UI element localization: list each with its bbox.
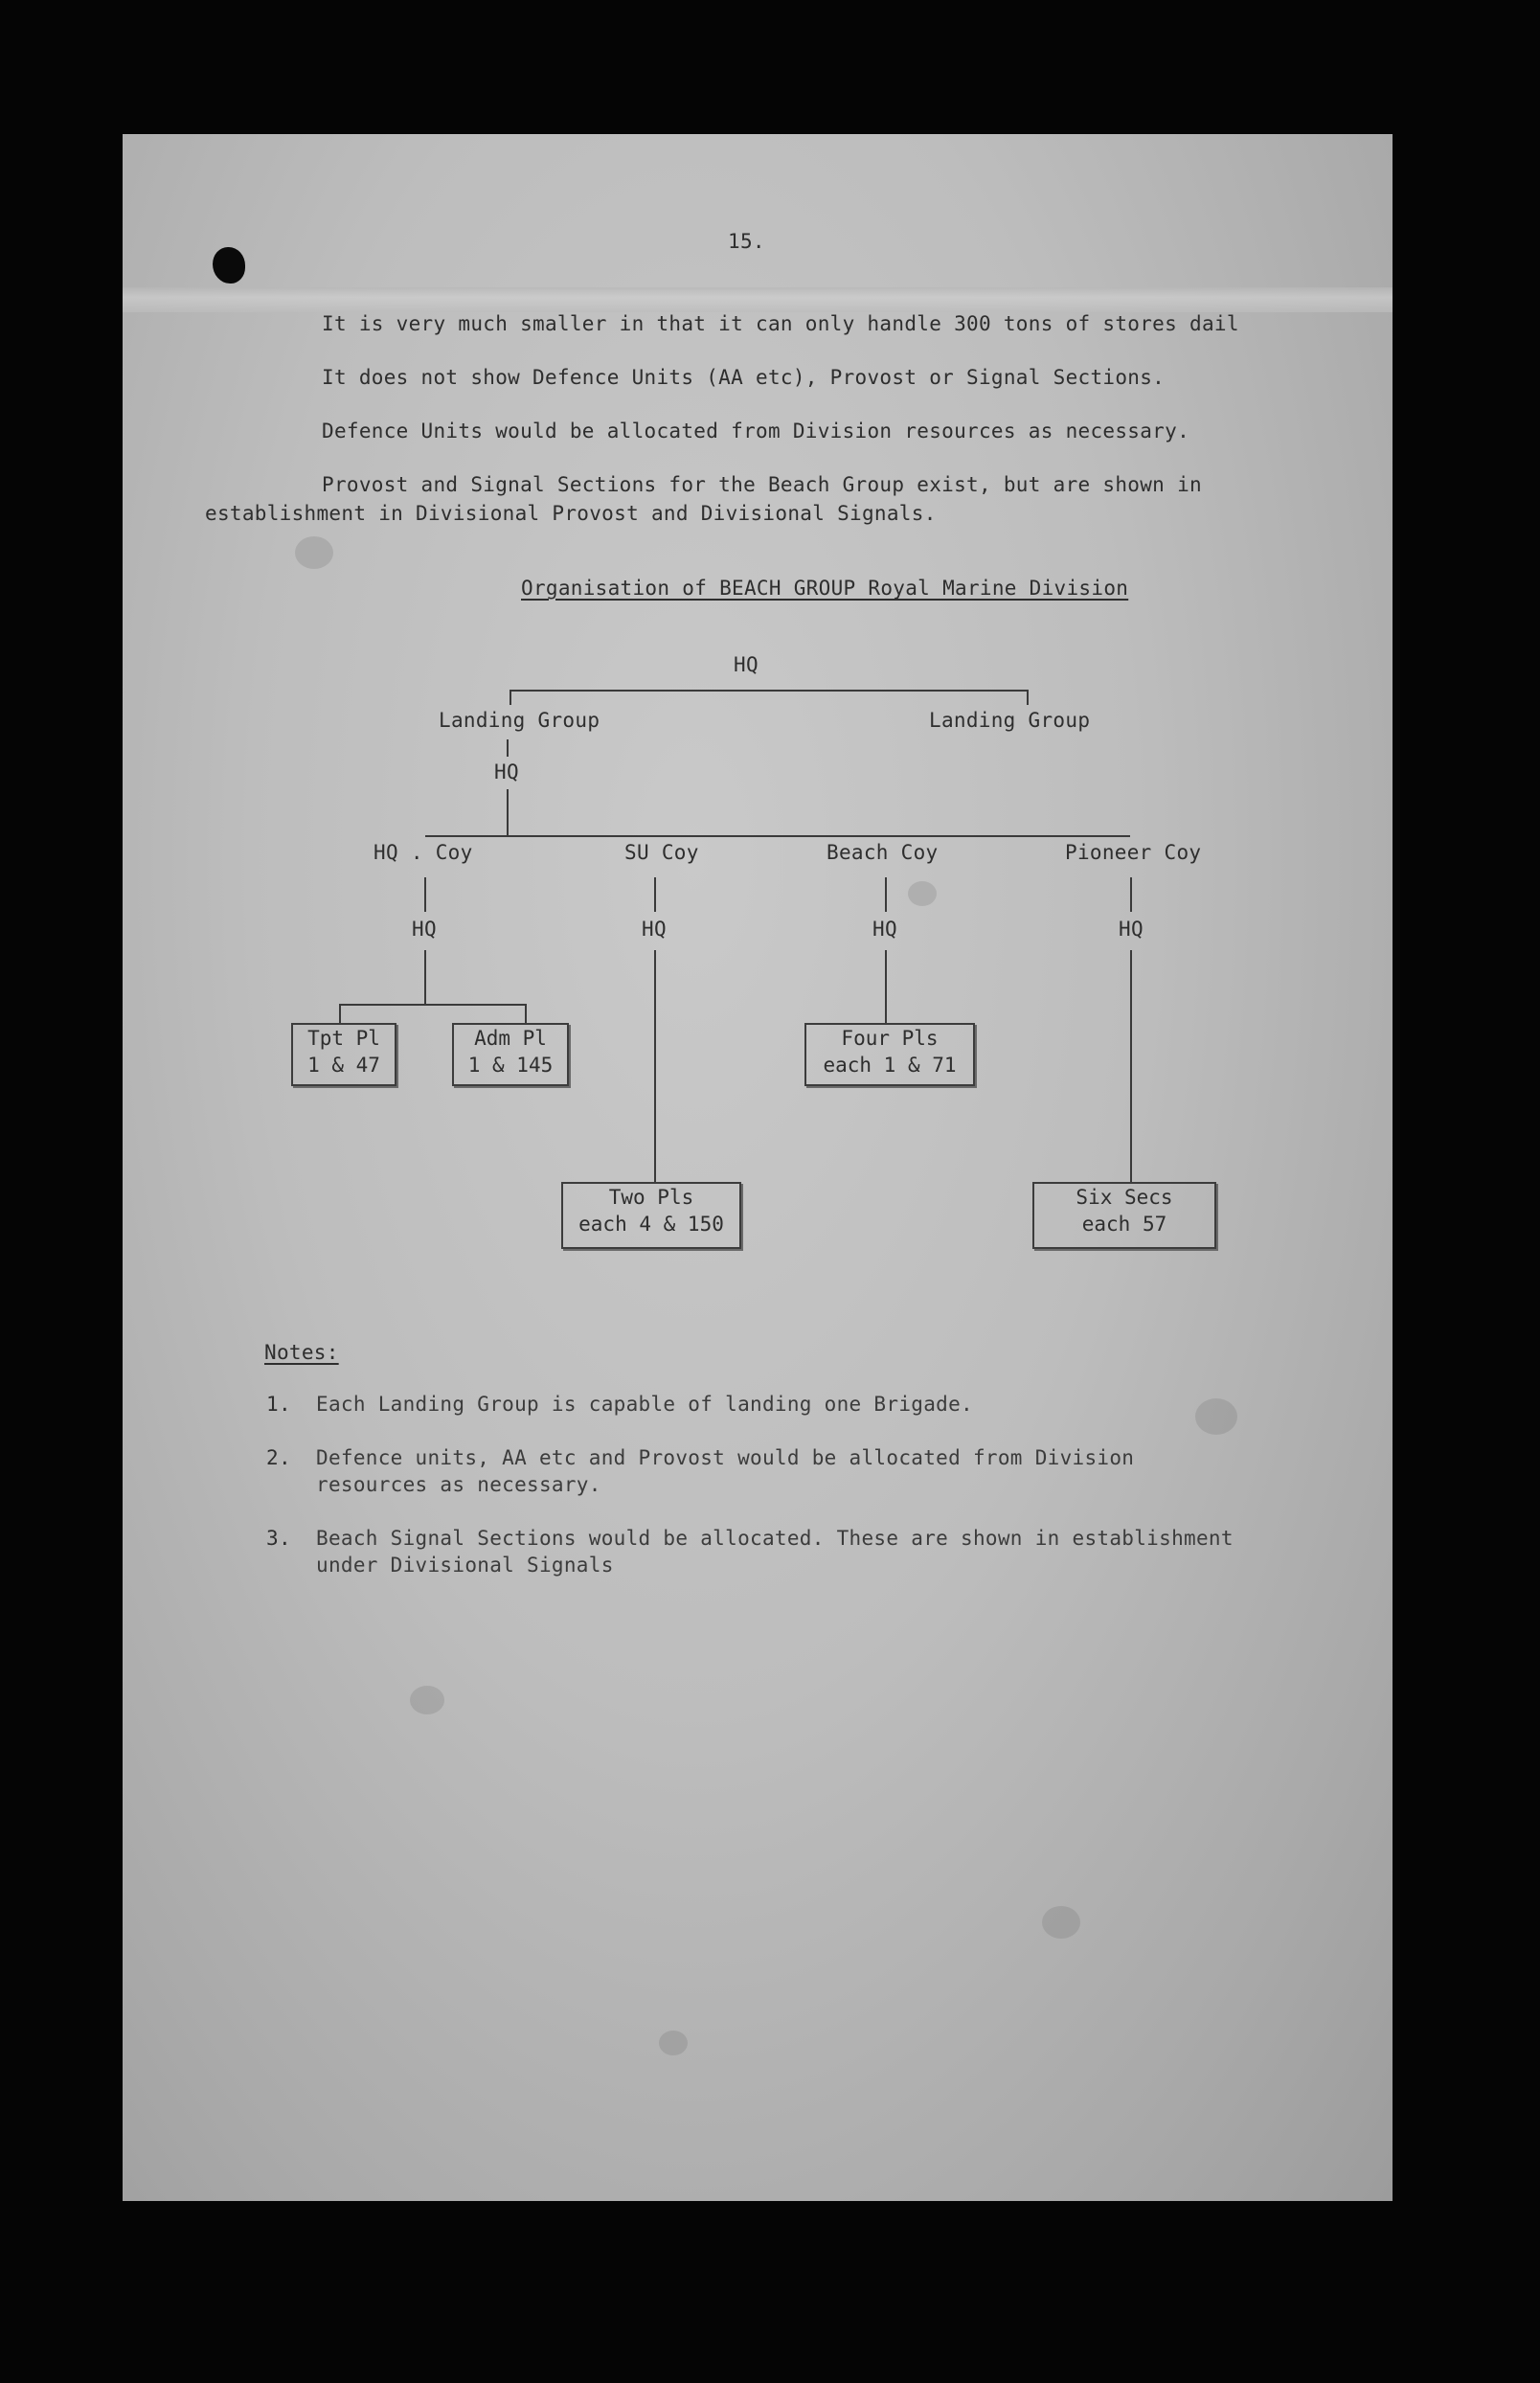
paper-speck	[1042, 1906, 1080, 1939]
notes-heading: Notes:	[264, 1341, 339, 1364]
page-number: 15.	[728, 230, 765, 253]
top-hq-label: HQ	[734, 653, 759, 676]
landing-group-right: Landing Group	[929, 709, 1091, 732]
landing-group-hq-label: HQ	[494, 760, 519, 783]
coy-hq-label: HQ	[872, 918, 897, 941]
paper-speck	[1195, 1398, 1237, 1435]
document-page	[123, 134, 1393, 2201]
connector-line	[510, 690, 1029, 692]
six-secs-box	[1032, 1182, 1216, 1249]
note-number: 3.	[266, 1527, 291, 1550]
unit-name: Six Secs	[1076, 1186, 1173, 1209]
coy-hq-label: HQ	[412, 918, 437, 941]
unit-strength: 1 & 47	[307, 1054, 380, 1077]
two-pls-box	[561, 1182, 741, 1249]
connector-line	[525, 1004, 527, 1023]
paper-speck	[659, 2031, 688, 2055]
connector-line	[339, 1004, 527, 1006]
hq-coy-label: HQ . Coy	[374, 841, 473, 864]
connector-line	[1130, 950, 1132, 1182]
unit-strength: 1 & 145	[467, 1054, 554, 1077]
connector-line	[339, 1004, 341, 1023]
connector-line	[424, 950, 426, 1004]
paragraph-line: It is very much smaller in that it can only handle 300 tons of stores dail	[322, 312, 1239, 335]
connector-line	[507, 739, 509, 757]
unit-strength: each 1 & 71	[823, 1054, 957, 1077]
connector-line	[507, 789, 509, 835]
note-number: 1.	[266, 1393, 291, 1416]
coy-hq-label: HQ	[642, 918, 667, 941]
paragraph-line: Provost and Signal Sections for the Beach Group exist, but are shown in	[322, 473, 1202, 496]
unit-name: Two Pls	[608, 1186, 694, 1209]
connector-line	[1027, 690, 1029, 705]
tpt-pl-box	[291, 1023, 396, 1086]
note-number: 2.	[266, 1446, 291, 1469]
connector-line	[1130, 877, 1132, 912]
connector-line	[885, 950, 887, 1023]
unit-strength: each 57	[1081, 1213, 1167, 1236]
paragraph-line: establishment in Divisional Provost and Divisional Signals.	[205, 502, 937, 525]
adm-pl-box	[452, 1023, 569, 1086]
connector-line	[654, 877, 656, 912]
connector-line	[654, 950, 656, 1182]
connector-line	[885, 877, 887, 912]
coy-hq-label: HQ	[1119, 918, 1144, 941]
unit-name: Four Pls	[841, 1027, 939, 1050]
note-line: Defence units, AA etc and Provost would be allocated from Division	[316, 1446, 1135, 1469]
four-pls-box	[804, 1023, 975, 1086]
paper-speck	[410, 1686, 444, 1714]
note-line: Each Landing Group is capable of landing one Brigade.	[316, 1393, 973, 1416]
note-line: resources as necessary.	[316, 1473, 601, 1496]
unit-strength: each 4 & 150	[578, 1213, 724, 1236]
paper-speck	[908, 881, 937, 906]
beach-coy-label: Beach Coy	[827, 841, 939, 864]
connector-line	[510, 690, 511, 705]
paper-speck	[295, 536, 333, 569]
unit-name: Adm Pl	[474, 1027, 547, 1050]
note-line: under Divisional Signals	[316, 1554, 614, 1577]
note-line: Beach Signal Sections would be allocated. These are shown in establishment	[316, 1527, 1234, 1550]
landing-group-left: Landing Group	[439, 709, 600, 732]
fold-shadow	[123, 287, 1393, 312]
unit-name: Tpt Pl	[307, 1027, 380, 1050]
paragraph-line: Defence Units would be allocated from Division resources as necessary.	[322, 420, 1190, 443]
su-coy-label: SU Coy	[624, 841, 699, 864]
connector-line	[425, 835, 1130, 837]
diagram-title: Organisation of BEACH GROUP Royal Marine Division	[521, 577, 1129, 600]
paragraph-line: It does not show Defence Units (AA etc), Provost or Signal Sections.	[322, 366, 1166, 389]
pioneer-coy-label: Pioneer Coy	[1065, 841, 1202, 864]
punch-hole	[213, 247, 245, 284]
connector-line	[424, 877, 426, 912]
